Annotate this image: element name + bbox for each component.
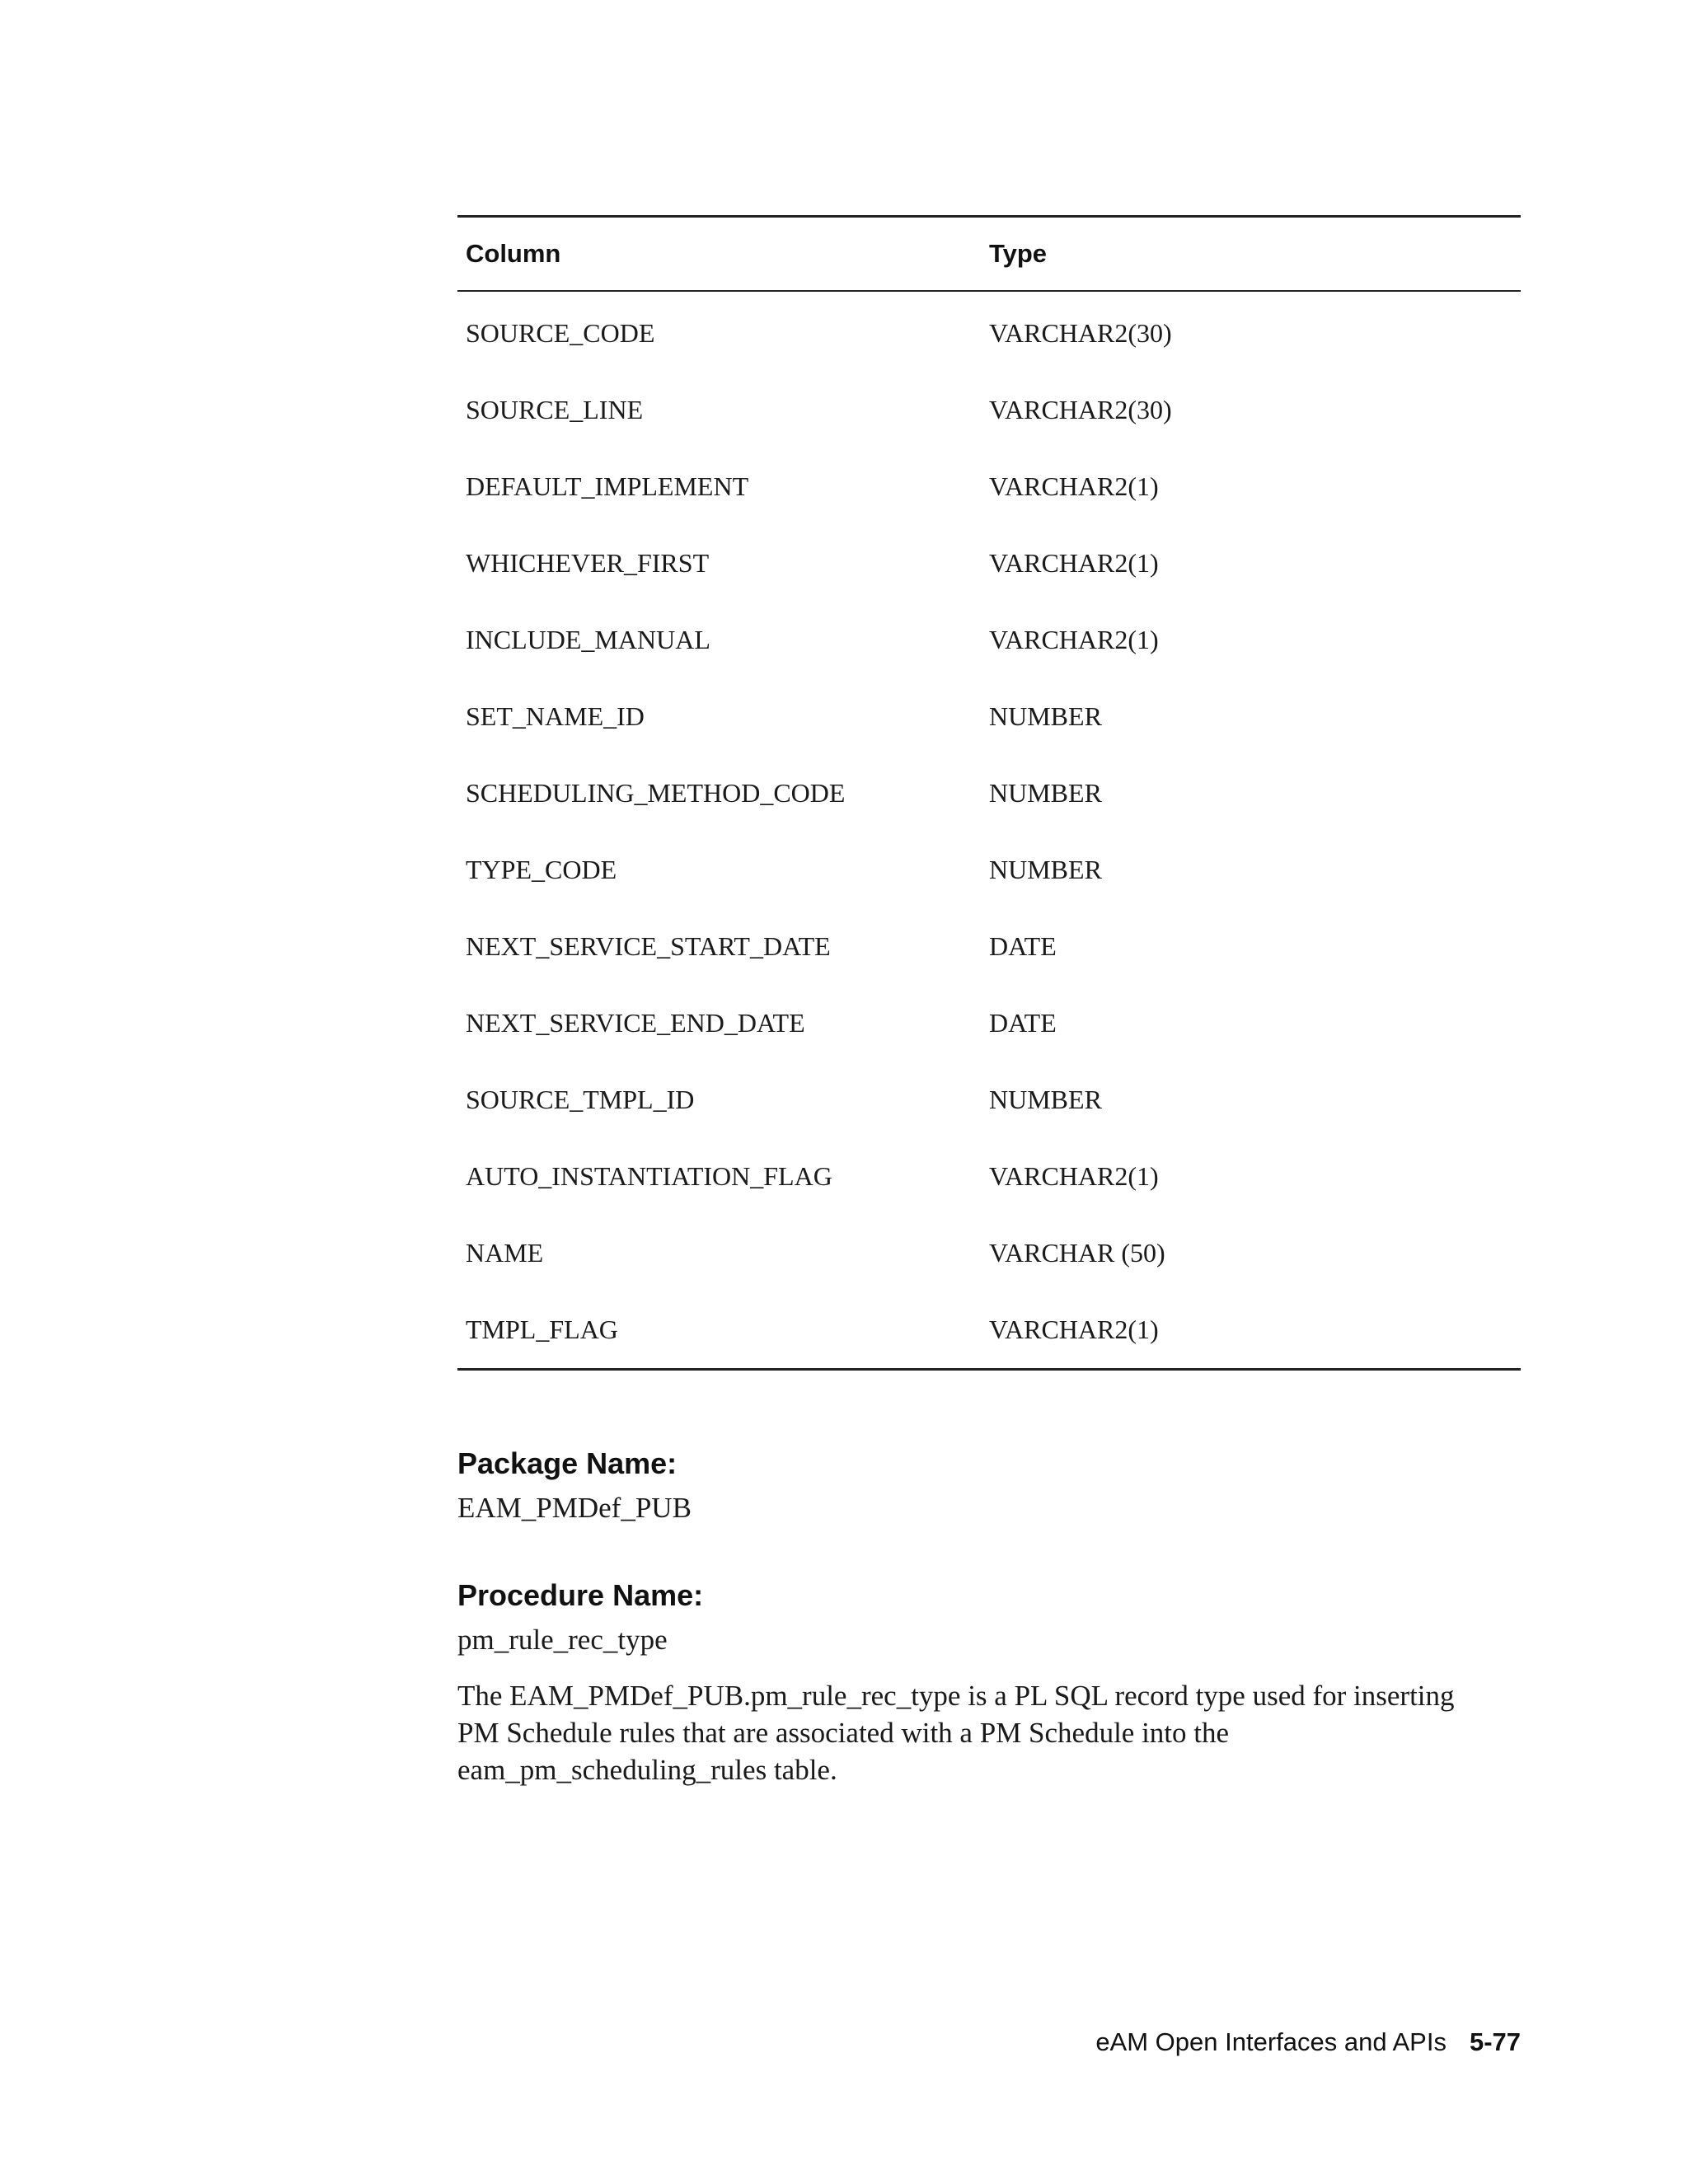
package-name-value: EAM_PMDef_PUB bbox=[457, 1492, 692, 1524]
table-body bbox=[457, 295, 1521, 1368]
description-paragraph bbox=[457, 1677, 1521, 1788]
package-name-heading: Package Name: bbox=[457, 1446, 678, 1480]
table-row bbox=[457, 602, 1521, 678]
table-row bbox=[457, 295, 1521, 372]
table-row bbox=[457, 832, 1521, 908]
table-row bbox=[457, 908, 1521, 985]
row-type: VARCHAR2(30) bbox=[989, 395, 1172, 424]
row-type: NUMBER bbox=[989, 855, 1102, 884]
row-column-name: INCLUDE_MANUAL bbox=[466, 625, 710, 654]
table-row bbox=[457, 678, 1521, 755]
row-type: NUMBER bbox=[989, 1085, 1102, 1114]
row-column-name: SET_NAME_ID bbox=[466, 701, 645, 731]
table-row bbox=[457, 525, 1521, 602]
table-row bbox=[457, 372, 1521, 448]
row-column-name: SOURCE_LINE bbox=[466, 395, 644, 424]
footer-title: eAM Open Interfaces and APIs bbox=[1095, 2027, 1447, 2056]
row-column-name: SOURCE_TMPL_ID bbox=[466, 1085, 695, 1114]
header-column: Column bbox=[466, 239, 561, 268]
header-type: Type bbox=[989, 239, 1048, 268]
row-column-name: NEXT_SERVICE_END_DATE bbox=[466, 1008, 805, 1038]
table-row bbox=[457, 1138, 1521, 1215]
table-row bbox=[457, 1062, 1521, 1138]
row-column-name: SCHEDULING_METHOD_CODE bbox=[466, 778, 846, 808]
table-row bbox=[457, 755, 1521, 832]
row-type: VARCHAR2(1) bbox=[989, 625, 1159, 654]
row-type: VARCHAR2(1) bbox=[989, 1161, 1159, 1191]
row-column-name: AUTO_INSTANTIATION_FLAG bbox=[466, 1161, 832, 1191]
row-type: NUMBER bbox=[989, 701, 1102, 731]
row-column-name: TMPL_FLAG bbox=[466, 1315, 618, 1344]
row-type: VARCHAR2(30) bbox=[989, 318, 1172, 348]
page-footer bbox=[1095, 2027, 1521, 2057]
row-type: VARCHAR (50) bbox=[989, 1238, 1165, 1268]
row-type: DATE bbox=[989, 931, 1057, 961]
table-row bbox=[457, 985, 1521, 1062]
table-row bbox=[457, 448, 1521, 525]
row-column-name: TYPE_CODE bbox=[466, 855, 617, 884]
row-column-name: WHICHEVER_FIRST bbox=[466, 548, 710, 578]
page-number: 5-77 bbox=[1469, 2027, 1521, 2056]
row-column-name: DEFAULT_IMPLEMENT bbox=[466, 471, 749, 501]
table-header bbox=[457, 218, 1521, 292]
procedure-name-value: pm_rule_rec_type bbox=[457, 1624, 668, 1656]
row-type: NUMBER bbox=[989, 778, 1102, 808]
procedure-name-heading: Procedure Name: bbox=[457, 1578, 704, 1612]
row-type: VARCHAR2(1) bbox=[989, 471, 1159, 501]
description-line: PM Schedule rules that are associated with a PM Schedule into the bbox=[457, 1717, 1230, 1749]
table-row bbox=[457, 1291, 1521, 1368]
row-type: VARCHAR2(1) bbox=[989, 1315, 1159, 1344]
row-column-name: SOURCE_CODE bbox=[466, 318, 655, 348]
row-column-name: NAME bbox=[466, 1238, 544, 1268]
row-column-name: NEXT_SERVICE_START_DATE bbox=[466, 931, 831, 961]
row-type: VARCHAR2(1) bbox=[989, 548, 1159, 578]
row-type: DATE bbox=[989, 1008, 1057, 1038]
description-line: eam_pm_scheduling_rules table. bbox=[457, 1754, 837, 1786]
table-row bbox=[457, 1215, 1521, 1291]
column-type-table bbox=[457, 215, 1521, 1371]
description-line: The EAM_PMDef_PUB.pm_rule_rec_type is a PL SQL record type used for inserting bbox=[457, 1680, 1455, 1712]
